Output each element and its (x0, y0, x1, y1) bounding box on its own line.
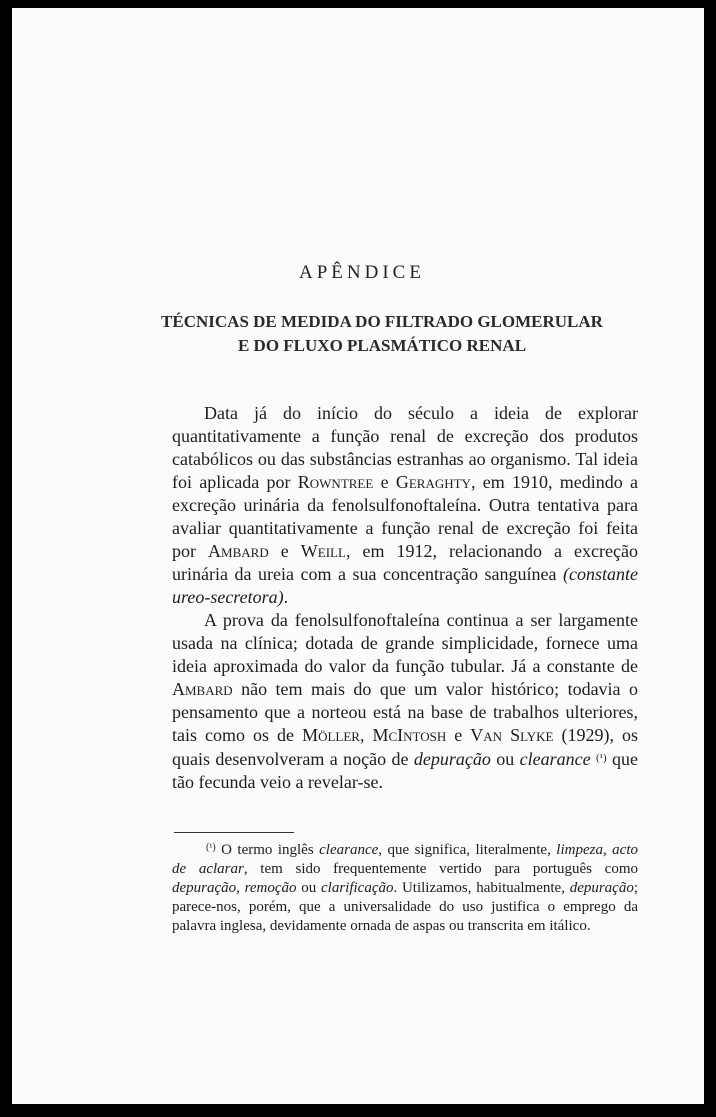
footnote-divider (174, 832, 294, 833)
author-vanslyke: Van Slyke (470, 725, 554, 745)
title-line-2: E DO FLUXO PLASMÁTICO RENAL (237, 336, 527, 355)
footnote (172, 838, 638, 936)
fn-italic-clearance: clearance (319, 842, 379, 858)
document-page (12, 8, 704, 1104)
italic-clearance: clearance (519, 749, 591, 769)
author-geraghty: Geraghty (395, 472, 471, 492)
p1-text-b: e (373, 472, 396, 492)
page-title (12, 310, 704, 358)
p2-text-h: que tão fecunda veio a revelar-se. (172, 749, 638, 792)
footnote-marker: (¹) (206, 842, 216, 853)
paragraph-2 (172, 609, 638, 794)
p2-text-a: A prova da fenolsulfonoftaleína continua a ser largamente usada na clínica; dotada de grande simplicidade, fornece uma ideia aproximada do valor da função tubular. Já a constante de (172, 610, 638, 676)
p1-text-f: . (283, 587, 289, 607)
p1-text-c: , em 1910, medindo a excreção urinária da fenolsulfonoftaleína. Outra tentativa para avaliar quantitativamente a função renal de excreção foi feita por (172, 472, 638, 561)
author-mcintosh: McIntosh (372, 725, 447, 745)
author-ambard: Ambard (208, 541, 269, 561)
p2-text-d: e (446, 725, 471, 745)
author-ambard-2: Ambard (172, 679, 233, 699)
fn-italic-depuracao: depuração, remoção (172, 880, 297, 896)
fn-text-e: . Utilizamos, habitualmente, (393, 880, 570, 896)
italic-depuracao: depuração (413, 749, 491, 769)
paragraph-1 (172, 402, 638, 609)
p2-text-c: , (359, 725, 373, 745)
fn-italic-limpeza: limpeza, acto de aclarar (172, 842, 638, 877)
fn-text-c: , tem sido frequentemente vertido para português como (243, 861, 638, 877)
p1-text-d: e (268, 541, 301, 561)
p1-text-e: , em 1912, relacionando a excreção urinária da ureia com a sua concentração sanguínea (172, 541, 638, 584)
appendix-label: APÊNDICE (299, 262, 425, 283)
fn-italic-depuracao-2: depuração (569, 880, 634, 896)
p2-text-b: não tem mais do que um valor histórico; todavia o pensamento que a norteou está na base de trabalhos ulteriores, tais como os de (172, 679, 638, 745)
fn-text-a: O termo inglês (215, 842, 320, 858)
italic-constant: (constante ureo-secretora) (172, 564, 638, 607)
author-moller: Möller (302, 725, 360, 745)
footnote-reference: (¹) (595, 752, 607, 764)
fn-text-f: ; parece-nos, porém, que a universalidade do uso justifica o emprego da palavra inglesa, devidamente ornada de aspas ou transcrita em itálico. (172, 880, 639, 934)
p2-text-f: ou (490, 749, 520, 769)
footnote-text (172, 838, 638, 936)
fn-text-b: , que significa, literalmente, (378, 842, 557, 858)
author-weill: Weill (300, 541, 346, 561)
fn-italic-clarificacao: clarificação (321, 880, 394, 896)
p1-text-a: Data já do início do século a ideia de explorar quantitativamente a função renal de excreção dos produtos catabólicos ou das substâncias estranhas ao organismo. Tal ideia foi aplicada por (172, 403, 638, 492)
p2-text-e: (1929), os quais desenvolveram a noção de (172, 725, 638, 769)
title-line-1: TÉCNICAS DE MEDIDA DO FILTRADO GLOMERULAR (161, 312, 603, 331)
author-rowntree: Rowntree (297, 472, 374, 492)
fn-text-d: ou (296, 880, 321, 896)
body-text (172, 402, 638, 794)
